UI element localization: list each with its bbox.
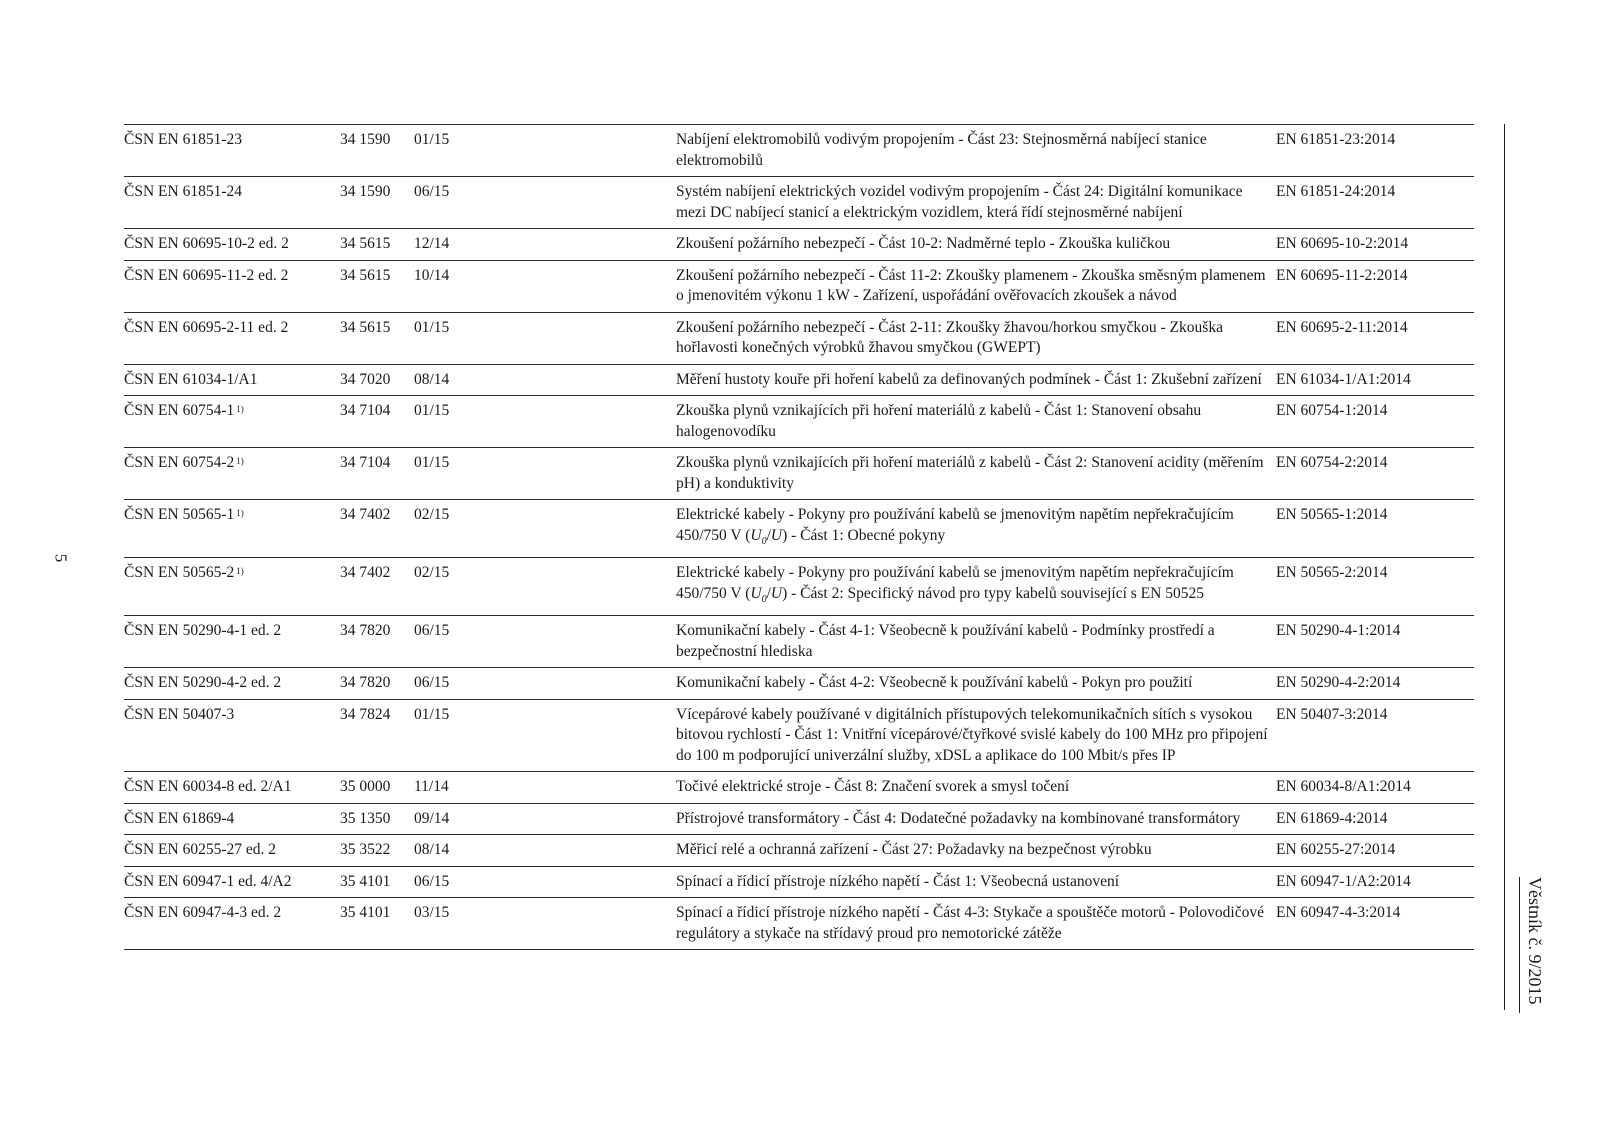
table-row — [124, 448, 1474, 500]
class-code: 34 1590 — [340, 183, 391, 200]
standard-title: Zkouška plynů vznikajících při hoření materiálů z kabelů - Část 2: Stanovení acidity (měřením pH) a konduktivity — [676, 454, 1264, 492]
class-code: 34 7104 — [340, 454, 391, 471]
footnote-marker: 1) — [236, 566, 244, 577]
standard-title: Systém nabíjení elektrických vozidel vodivým propojením - Část 24: Digitální komunikace mezi DC nabíjecí stanicí a elektrickým vozidlem, která řídí stejnosměrné nabíjení — [676, 183, 1243, 221]
standard-id: ČSN EN 60754-2 $^{1)}$ — [124, 454, 244, 471]
table-row — [124, 177, 1474, 229]
table-row — [124, 898, 1474, 950]
standard-id: ČSN EN 50407-3 — [124, 705, 235, 723]
footnote-marker: 1) — [236, 404, 244, 414]
en-reference: EN 60695-11-2:2014 — [1276, 266, 1408, 284]
standard-id: ČSN EN 60695-2-11 ed. 2 — [124, 318, 289, 336]
table-row — [124, 125, 1474, 177]
publication-date: 01/15 — [414, 705, 450, 723]
en-reference: EN 50565-1:2014 — [1276, 506, 1388, 523]
table-row — [124, 260, 1474, 312]
standards-table — [124, 124, 1474, 950]
table-row — [124, 364, 1474, 396]
table-row — [124, 835, 1474, 867]
class-code: 35 0000 — [340, 778, 391, 796]
en-reference: EN 61851-23:2014 — [1276, 131, 1396, 148]
en-reference: EN 50565-2:2014 — [1276, 564, 1388, 582]
standard-title: Přístrojové transformátory - Část 4: Dodatečné požadavky na kombinované transformátory — [676, 809, 1241, 827]
standard-id: ČSN EN 60695-11-2 ed. 2 — [124, 266, 289, 284]
publication-date: 01/15 — [414, 454, 450, 471]
standard-title: Komunikační kabely - Část 4-2: Všeobecně k používání kabelů - Pokyn pro použití — [676, 674, 1193, 692]
table-row — [124, 558, 1474, 616]
table-row — [124, 699, 1474, 772]
en-reference: EN 60034-8/A1:2014 — [1276, 778, 1411, 796]
class-code: 34 5615 — [340, 318, 391, 336]
class-code: 34 5615 — [340, 235, 391, 252]
publication-date: 10/14 — [414, 266, 450, 284]
class-code: 34 7402 — [340, 564, 391, 582]
standard-title: Nabíjení elektromobilů vodivým propojením - Část 23: Stejnosměrná nabíjecí stanice elektromobilů — [676, 131, 1207, 169]
standard-id: ČSN EN 60695-10-2 ed. 2 — [124, 235, 289, 252]
side-rule — [1504, 124, 1505, 1010]
class-code: 34 7824 — [340, 705, 391, 723]
standard-id: ČSN EN 50290-4-2 ed. 2 — [124, 674, 282, 692]
standard-id: ČSN EN 50290-4-1 ed. 2 — [124, 622, 282, 640]
publication-date: 08/14 — [414, 370, 450, 388]
class-code: 34 1590 — [340, 131, 391, 148]
class-code: 34 7402 — [340, 506, 391, 523]
publication-date: 12/14 — [414, 235, 450, 252]
standard-title: Zkoušení požárního nebezpečí - Část 11-2: Zkoušky plamenem - Zkouška směsným plamenem o jmenovitém výkonu 1 kW - Zařízení, uspořádání ověřovacích zkoušek a návod — [676, 266, 1266, 304]
table-row — [124, 866, 1474, 898]
en-reference: EN 60754-2:2014 — [1276, 454, 1388, 471]
publication-date: 11/14 — [414, 778, 449, 796]
standard-id: ČSN EN 50565-1 $^{1)}$ — [124, 506, 244, 523]
publication-date: 02/15 — [414, 506, 450, 523]
standard-id: ČSN EN 60255-27 ed. 2 — [124, 841, 276, 859]
standard-title: Měření hustoty kouře při hoření kabelů za definovaných podmínek - Část 1: Zkušební zařízení — [676, 370, 1262, 388]
table-row — [124, 500, 1474, 558]
standard-title: Komunikační kabely - Část 4-1: Všeobecně k používání kabelů - Podmínky prostředí a bezpečnostní hlediska — [676, 622, 1215, 660]
standard-title: Spínací a řídicí přístroje nízkého napětí - Část 4-3: Stykače a spouštěče motorů - Polovodičové regulátory a stykače na střídavý proud pro nemotorické zátěže — [676, 904, 1264, 942]
en-reference: EN 61869-4:2014 — [1276, 809, 1388, 827]
standard-title: Elektrické kabely - Pokyny pro používání kabelů se jmenovitým napětím nepřekračujícím 450/750 V $(U_0/U)$ - Část 1: Obecné pokyny — [676, 506, 1234, 547]
standard-id: ČSN EN 60754-1 $^{1)}$ — [124, 402, 244, 419]
publication-date: 02/15 — [414, 564, 450, 582]
publication-date: 03/15 — [414, 904, 450, 922]
class-code: 35 4101 — [340, 872, 391, 890]
class-code: 34 7820 — [340, 622, 391, 640]
en-reference: EN 60947-4-3:2014 — [1276, 904, 1401, 922]
publication-date: 06/15 — [414, 674, 450, 692]
standard-id: ČSN EN 61851-23 — [124, 131, 242, 148]
page-number: 5 — [51, 553, 71, 563]
publication-date: 01/15 — [414, 318, 450, 336]
standard-title: Měřicí relé a ochranná zařízení - Část 27: Požadavky na bezpečnost výrobku — [676, 841, 1152, 859]
standard-title: Zkouška plynů vznikajících při hoření materiálů z kabelů - Část 1: Stanovení obsahu halogenovodíku — [676, 402, 1202, 440]
publication-date: 06/15 — [414, 872, 450, 890]
footnote-marker: 1) — [236, 508, 244, 518]
publication-date: 06/15 — [414, 183, 450, 200]
standard-title: Točivé elektrické stroje - Část 8: Značení svorek a smysl točení — [676, 778, 1070, 796]
standard-id: ČSN EN 60947-4-3 ed. 2 — [124, 904, 282, 922]
table-row — [124, 229, 1474, 261]
class-code: 34 7020 — [340, 370, 391, 388]
class-code: 34 7820 — [340, 674, 391, 692]
class-code: 34 7104 — [340, 402, 391, 419]
publication-date: 01/15 — [414, 402, 450, 419]
standard-title: Spínací a řídicí přístroje nízkého napětí - Část 1: Všeobecná ustanovení — [676, 872, 1120, 890]
en-reference: EN 60255-27:2014 — [1276, 841, 1396, 859]
en-reference: EN 60695-10-2:2014 — [1276, 235, 1409, 252]
table-row — [124, 616, 1474, 668]
en-reference: EN 60947-1/A2:2014 — [1276, 872, 1411, 890]
en-reference: EN 61851-24:2014 — [1276, 183, 1396, 200]
en-reference: EN 61034-1/A1:2014 — [1276, 370, 1411, 388]
table-row — [124, 772, 1474, 804]
publication-date: 09/14 — [414, 809, 450, 827]
table-row — [124, 803, 1474, 835]
table-row — [124, 668, 1474, 700]
standard-id: ČSN EN 61851-24 — [124, 183, 242, 200]
standard-title: Zkoušení požárního nebezpečí - Část 10-2: Nadměrné teplo - Zkouška kuličkou — [676, 235, 1171, 252]
en-reference: EN 50407-3:2014 — [1276, 705, 1388, 723]
class-code: 35 4101 — [340, 904, 391, 922]
standard-title: Zkoušení požárního nebezpečí - Část 2-11: Zkoušky žhavou/horkou smyčkou - Zkouška hořlavosti konečných výrobků žhavou smyčkou (GWEPT) — [676, 318, 1223, 356]
publication-date: 08/14 — [414, 841, 450, 859]
standard-id: ČSN EN 61034-1/A1 — [124, 370, 258, 388]
standard-id: ČSN EN 60034-8 ed. 2/A1 — [124, 778, 292, 796]
footnote-marker: 1) — [236, 456, 244, 466]
en-reference: EN 60754-1:2014 — [1276, 402, 1388, 419]
table-row — [124, 396, 1474, 448]
table-row — [124, 312, 1474, 364]
en-reference: EN 50290-4-1:2014 — [1276, 622, 1401, 640]
class-code: 35 3522 — [340, 841, 391, 859]
class-code: 34 5615 — [340, 266, 391, 284]
class-code: 35 1350 — [340, 809, 391, 827]
standard-id: ČSN EN 60947-1 ed. 4/A2 — [124, 872, 292, 890]
journal-title: Věstník č. 9/2015 — [1519, 877, 1550, 1013]
en-reference: EN 60695-2-11:2014 — [1276, 318, 1408, 336]
standard-id: ČSN EN 50565-2 $^{1)}$ — [124, 564, 244, 582]
standard-title: Elektrické kabely - Pokyny pro používání kabelů se jmenovitým napětím nepřekračujícím 450/750 V $(U_0/U)$ - Část 2: Specifický návod pro typy kabelů související s EN 50525 — [676, 564, 1234, 605]
publication-date: 06/15 — [414, 622, 450, 640]
standard-id: ČSN EN 61869-4 — [124, 809, 235, 827]
standard-title: Vícepárové kabely používané v digitálních přístupových telekomunikačních sítích s vysokou bitovou rychlostí - Část 1: Vnitřní vícepárové/čtyřkové svislé kabely do 100 MHz pro připojení do 100 m podporující univerzální služby, xDSL a aplikace do 100 Mbit/s přes IP — [676, 705, 1268, 764]
publication-date: 01/15 — [414, 131, 450, 148]
en-reference: EN 50290-4-2:2014 — [1276, 674, 1401, 692]
